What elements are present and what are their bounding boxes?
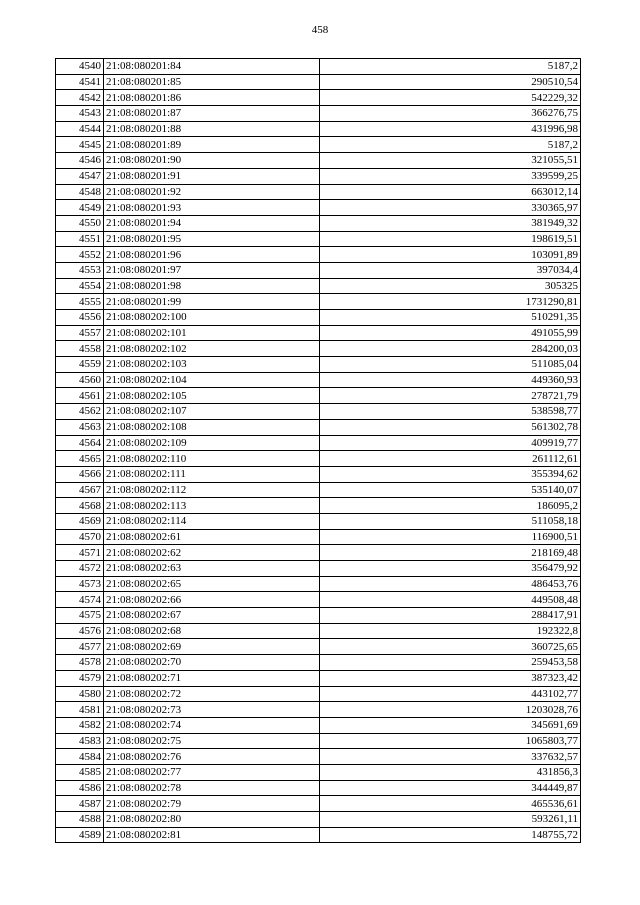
table-row: [56, 137, 581, 153]
table-row: [56, 121, 581, 137]
cadastral-value: 443102,77: [320, 686, 581, 702]
row-number: 4561: [56, 388, 104, 404]
table-row: [56, 200, 581, 216]
table-row: [56, 780, 581, 796]
table-row: [56, 576, 581, 592]
row-number: 4582: [56, 717, 104, 733]
row-number: 4545: [56, 137, 104, 153]
table-row: [56, 74, 581, 90]
row-number: 4542: [56, 90, 104, 106]
table-row: [56, 404, 581, 420]
table-row: [56, 827, 581, 843]
cadastral-value: 5187,2: [320, 137, 581, 153]
row-number: 4586: [56, 780, 104, 796]
row-number: 4547: [56, 168, 104, 184]
table-row: [56, 278, 581, 294]
cadastral-value: 218169,48: [320, 545, 581, 561]
row-number: 4540: [56, 59, 104, 75]
table-row: [56, 310, 581, 326]
cadastral-value: 356479,92: [320, 561, 581, 577]
row-number: 4581: [56, 702, 104, 718]
cadastral-value: 449360,93: [320, 372, 581, 388]
row-number: 4552: [56, 247, 104, 263]
table-row: [56, 482, 581, 498]
cadastral-number: 21:08:080202:75: [104, 733, 320, 749]
row-number: 4546: [56, 153, 104, 169]
table-row: [56, 796, 581, 812]
cadastral-number: 21:08:080202:107: [104, 404, 320, 420]
cadastral-number: 21:08:080202:108: [104, 419, 320, 435]
cadastral-number: 21:08:080202:65: [104, 576, 320, 592]
table-row: [56, 388, 581, 404]
cadastral-number: 21:08:080201:96: [104, 247, 320, 263]
row-number: 4550: [56, 215, 104, 231]
table-row: [56, 184, 581, 200]
cadastral-value: 381949,32: [320, 215, 581, 231]
row-number: 4563: [56, 419, 104, 435]
cadastral-value: 397034,4: [320, 262, 581, 278]
table-row: [56, 294, 581, 310]
row-number: 4556: [56, 310, 104, 326]
cadastral-value: 305325: [320, 278, 581, 294]
cadastral-value: 192322,8: [320, 623, 581, 639]
cadastral-number: 21:08:080202:113: [104, 498, 320, 514]
row-number: 4574: [56, 592, 104, 608]
row-number: 4566: [56, 466, 104, 482]
table-row: [56, 325, 581, 341]
cadastral-number: 21:08:080202:63: [104, 561, 320, 577]
cadastral-number: 21:08:080201:99: [104, 294, 320, 310]
row-number: 4567: [56, 482, 104, 498]
cadastral-value: 5187,2: [320, 59, 581, 75]
cadastral-number: 21:08:080202:70: [104, 655, 320, 671]
cadastral-value: 355394,62: [320, 466, 581, 482]
cadastral-number: 21:08:080202:105: [104, 388, 320, 404]
cadastral-value: 663012,14: [320, 184, 581, 200]
cadastral-number: 21:08:080202:100: [104, 310, 320, 326]
cadastral-value: 103091,89: [320, 247, 581, 263]
cadastral-value: 330365,97: [320, 200, 581, 216]
table-row: [56, 451, 581, 467]
row-number: 4578: [56, 655, 104, 671]
cadastral-number: 21:08:080202:102: [104, 341, 320, 357]
cadastral-number: 21:08:080201:84: [104, 59, 320, 75]
cadastral-number: 21:08:080202:110: [104, 451, 320, 467]
cadastral-value: 345691,69: [320, 717, 581, 733]
table-row: [56, 372, 581, 388]
row-number: 4577: [56, 639, 104, 655]
row-number: 4544: [56, 121, 104, 137]
table-row: [56, 262, 581, 278]
row-number: 4575: [56, 608, 104, 624]
table-row: [56, 357, 581, 373]
cadastral-value: 449508,48: [320, 592, 581, 608]
row-number: 4559: [56, 357, 104, 373]
cadastral-value: 561302,78: [320, 419, 581, 435]
cadastral-number: 21:08:080202:72: [104, 686, 320, 702]
row-number: 4583: [56, 733, 104, 749]
cadastral-value: 261112,61: [320, 451, 581, 467]
row-number: 4576: [56, 623, 104, 639]
table-row: [56, 702, 581, 718]
table-row: [56, 513, 581, 529]
cadastral-value: 278721,79: [320, 388, 581, 404]
table-row: [56, 498, 581, 514]
cadastral-number: 21:08:080202:79: [104, 796, 320, 812]
cadastral-number: 21:08:080202:74: [104, 717, 320, 733]
row-number: 4564: [56, 435, 104, 451]
row-number: 4579: [56, 670, 104, 686]
cadastral-value: 339599,25: [320, 168, 581, 184]
row-number: 4555: [56, 294, 104, 310]
cadastral-number: 21:08:080202:76: [104, 749, 320, 765]
cadastral-value: 535140,07: [320, 482, 581, 498]
cadastral-value: 538598,77: [320, 404, 581, 420]
cadastral-value: 431856,3: [320, 764, 581, 780]
cadastral-number: 21:08:080202:111: [104, 466, 320, 482]
cadastral-value: 409919,77: [320, 435, 581, 451]
cadastral-value: 387323,42: [320, 670, 581, 686]
row-number: 4580: [56, 686, 104, 702]
cadastral-value: 344449,87: [320, 780, 581, 796]
table-row: [56, 608, 581, 624]
cadastral-number: 21:08:080201:85: [104, 74, 320, 90]
row-number: 4554: [56, 278, 104, 294]
table-row: [56, 545, 581, 561]
cadastral-value: 465536,61: [320, 796, 581, 812]
cadastral-value: 593261,11: [320, 812, 581, 828]
row-number: 4549: [56, 200, 104, 216]
table-row: [56, 419, 581, 435]
table-row: [56, 90, 581, 106]
cadastral-value: 431996,98: [320, 121, 581, 137]
cadastral-number: 21:08:080202:77: [104, 764, 320, 780]
cadastral-value: 321055,51: [320, 153, 581, 169]
row-number: 4541: [56, 74, 104, 90]
table-row: [56, 215, 581, 231]
cadastral-number: 21:08:080201:86: [104, 90, 320, 106]
cadastral-value: 486453,76: [320, 576, 581, 592]
cadastral-value: 116900,51: [320, 529, 581, 545]
cadastral-number: 21:08:080201:89: [104, 137, 320, 153]
table-row: [56, 153, 581, 169]
cadastral-number: 21:08:080202:61: [104, 529, 320, 545]
cadastral-value: 1203028,76: [320, 702, 581, 718]
cadastral-number: 21:08:080201:90: [104, 153, 320, 169]
cadastral-value: 1731290,81: [320, 294, 581, 310]
cadastral-value: 186095,2: [320, 498, 581, 514]
table-row: [56, 341, 581, 357]
row-number: 4568: [56, 498, 104, 514]
row-number: 4557: [56, 325, 104, 341]
row-number: 4587: [56, 796, 104, 812]
table-row: [56, 168, 581, 184]
cadastral-number: 21:08:080201:92: [104, 184, 320, 200]
cadastral-value: 360725,65: [320, 639, 581, 655]
cadastral-value: 491055,99: [320, 325, 581, 341]
row-number: 4562: [56, 404, 104, 420]
cadastral-value: 259453,58: [320, 655, 581, 671]
cadastral-value: 542229,32: [320, 90, 581, 106]
cadastral-number: 21:08:080202:114: [104, 513, 320, 529]
row-number: 4584: [56, 749, 104, 765]
table-row: [56, 733, 581, 749]
table-row: [56, 466, 581, 482]
cadastral-number: 21:08:080202:112: [104, 482, 320, 498]
cadastral-number: 21:08:080201:98: [104, 278, 320, 294]
cadastral-number: 21:08:080201:88: [104, 121, 320, 137]
table-row: [56, 717, 581, 733]
cadastral-number: 21:08:080202:73: [104, 702, 320, 718]
cadastral-number: 21:08:080202:81: [104, 827, 320, 843]
cadastral-value: 337632,57: [320, 749, 581, 765]
page-number: 458: [311, 24, 329, 36]
cadastral-value: 511058,18: [320, 513, 581, 529]
cadastral-number: 21:08:080202:80: [104, 812, 320, 828]
table-row: [56, 592, 581, 608]
cadastral-number: 21:08:080202:69: [104, 639, 320, 655]
table-row: [56, 749, 581, 765]
table-row: [56, 435, 581, 451]
cadastral-number: 21:08:080201:97: [104, 262, 320, 278]
cadastral-number: 21:08:080202:103: [104, 357, 320, 373]
table-row: [56, 59, 581, 75]
cadastral-number: 21:08:080201:87: [104, 106, 320, 122]
cadastral-value: 510291,35: [320, 310, 581, 326]
row-number: 4589: [56, 827, 104, 843]
row-number: 4553: [56, 262, 104, 278]
row-number: 4543: [56, 106, 104, 122]
row-number: 4565: [56, 451, 104, 467]
cadastral-number: 21:08:080202:71: [104, 670, 320, 686]
cadastral-number: 21:08:080202:66: [104, 592, 320, 608]
table-row: [56, 764, 581, 780]
row-number: 4571: [56, 545, 104, 561]
table-row: [56, 231, 581, 247]
cadastral-value: 148755,72: [320, 827, 581, 843]
cadastral-number: 21:08:080202:62: [104, 545, 320, 561]
table-row: [56, 812, 581, 828]
row-number: 4558: [56, 341, 104, 357]
row-number: 4588: [56, 812, 104, 828]
table-row: [56, 639, 581, 655]
cadastral-number: 21:08:080202:78: [104, 780, 320, 796]
cadastral-number: 21:08:080202:101: [104, 325, 320, 341]
cadastral-number: 21:08:080202:67: [104, 608, 320, 624]
row-number: 4570: [56, 529, 104, 545]
cadastral-number: 21:08:080201:93: [104, 200, 320, 216]
table-row: [56, 247, 581, 263]
cadastral-value: 288417,91: [320, 608, 581, 624]
row-number: 4560: [56, 372, 104, 388]
cadastral-number: 21:08:080202:104: [104, 372, 320, 388]
cadastral-number: 21:08:080201:95: [104, 231, 320, 247]
row-number: 4573: [56, 576, 104, 592]
table-row: [56, 670, 581, 686]
cadastral-value: 284200,03: [320, 341, 581, 357]
table-row: [56, 686, 581, 702]
cadastral-value: 511085,04: [320, 357, 581, 373]
cadastral-number: 21:08:080202:109: [104, 435, 320, 451]
cadastral-value: 290510,54: [320, 74, 581, 90]
cadastral-number: 21:08:080201:94: [104, 215, 320, 231]
cadastral-value-table: [55, 58, 581, 843]
table-body: [56, 59, 581, 843]
table-row: [56, 106, 581, 122]
row-number: 4585: [56, 764, 104, 780]
table-row: [56, 529, 581, 545]
cadastral-value: 198619,51: [320, 231, 581, 247]
cadastral-value: 366276,75: [320, 106, 581, 122]
row-number: 4569: [56, 513, 104, 529]
row-number: 4572: [56, 561, 104, 577]
cadastral-number: 21:08:080202:68: [104, 623, 320, 639]
row-number: 4548: [56, 184, 104, 200]
cadastral-number: 21:08:080201:91: [104, 168, 320, 184]
table-row: [56, 561, 581, 577]
row-number: 4551: [56, 231, 104, 247]
cadastral-value: 1065803,77: [320, 733, 581, 749]
table-row: [56, 623, 581, 639]
table-row: [56, 655, 581, 671]
